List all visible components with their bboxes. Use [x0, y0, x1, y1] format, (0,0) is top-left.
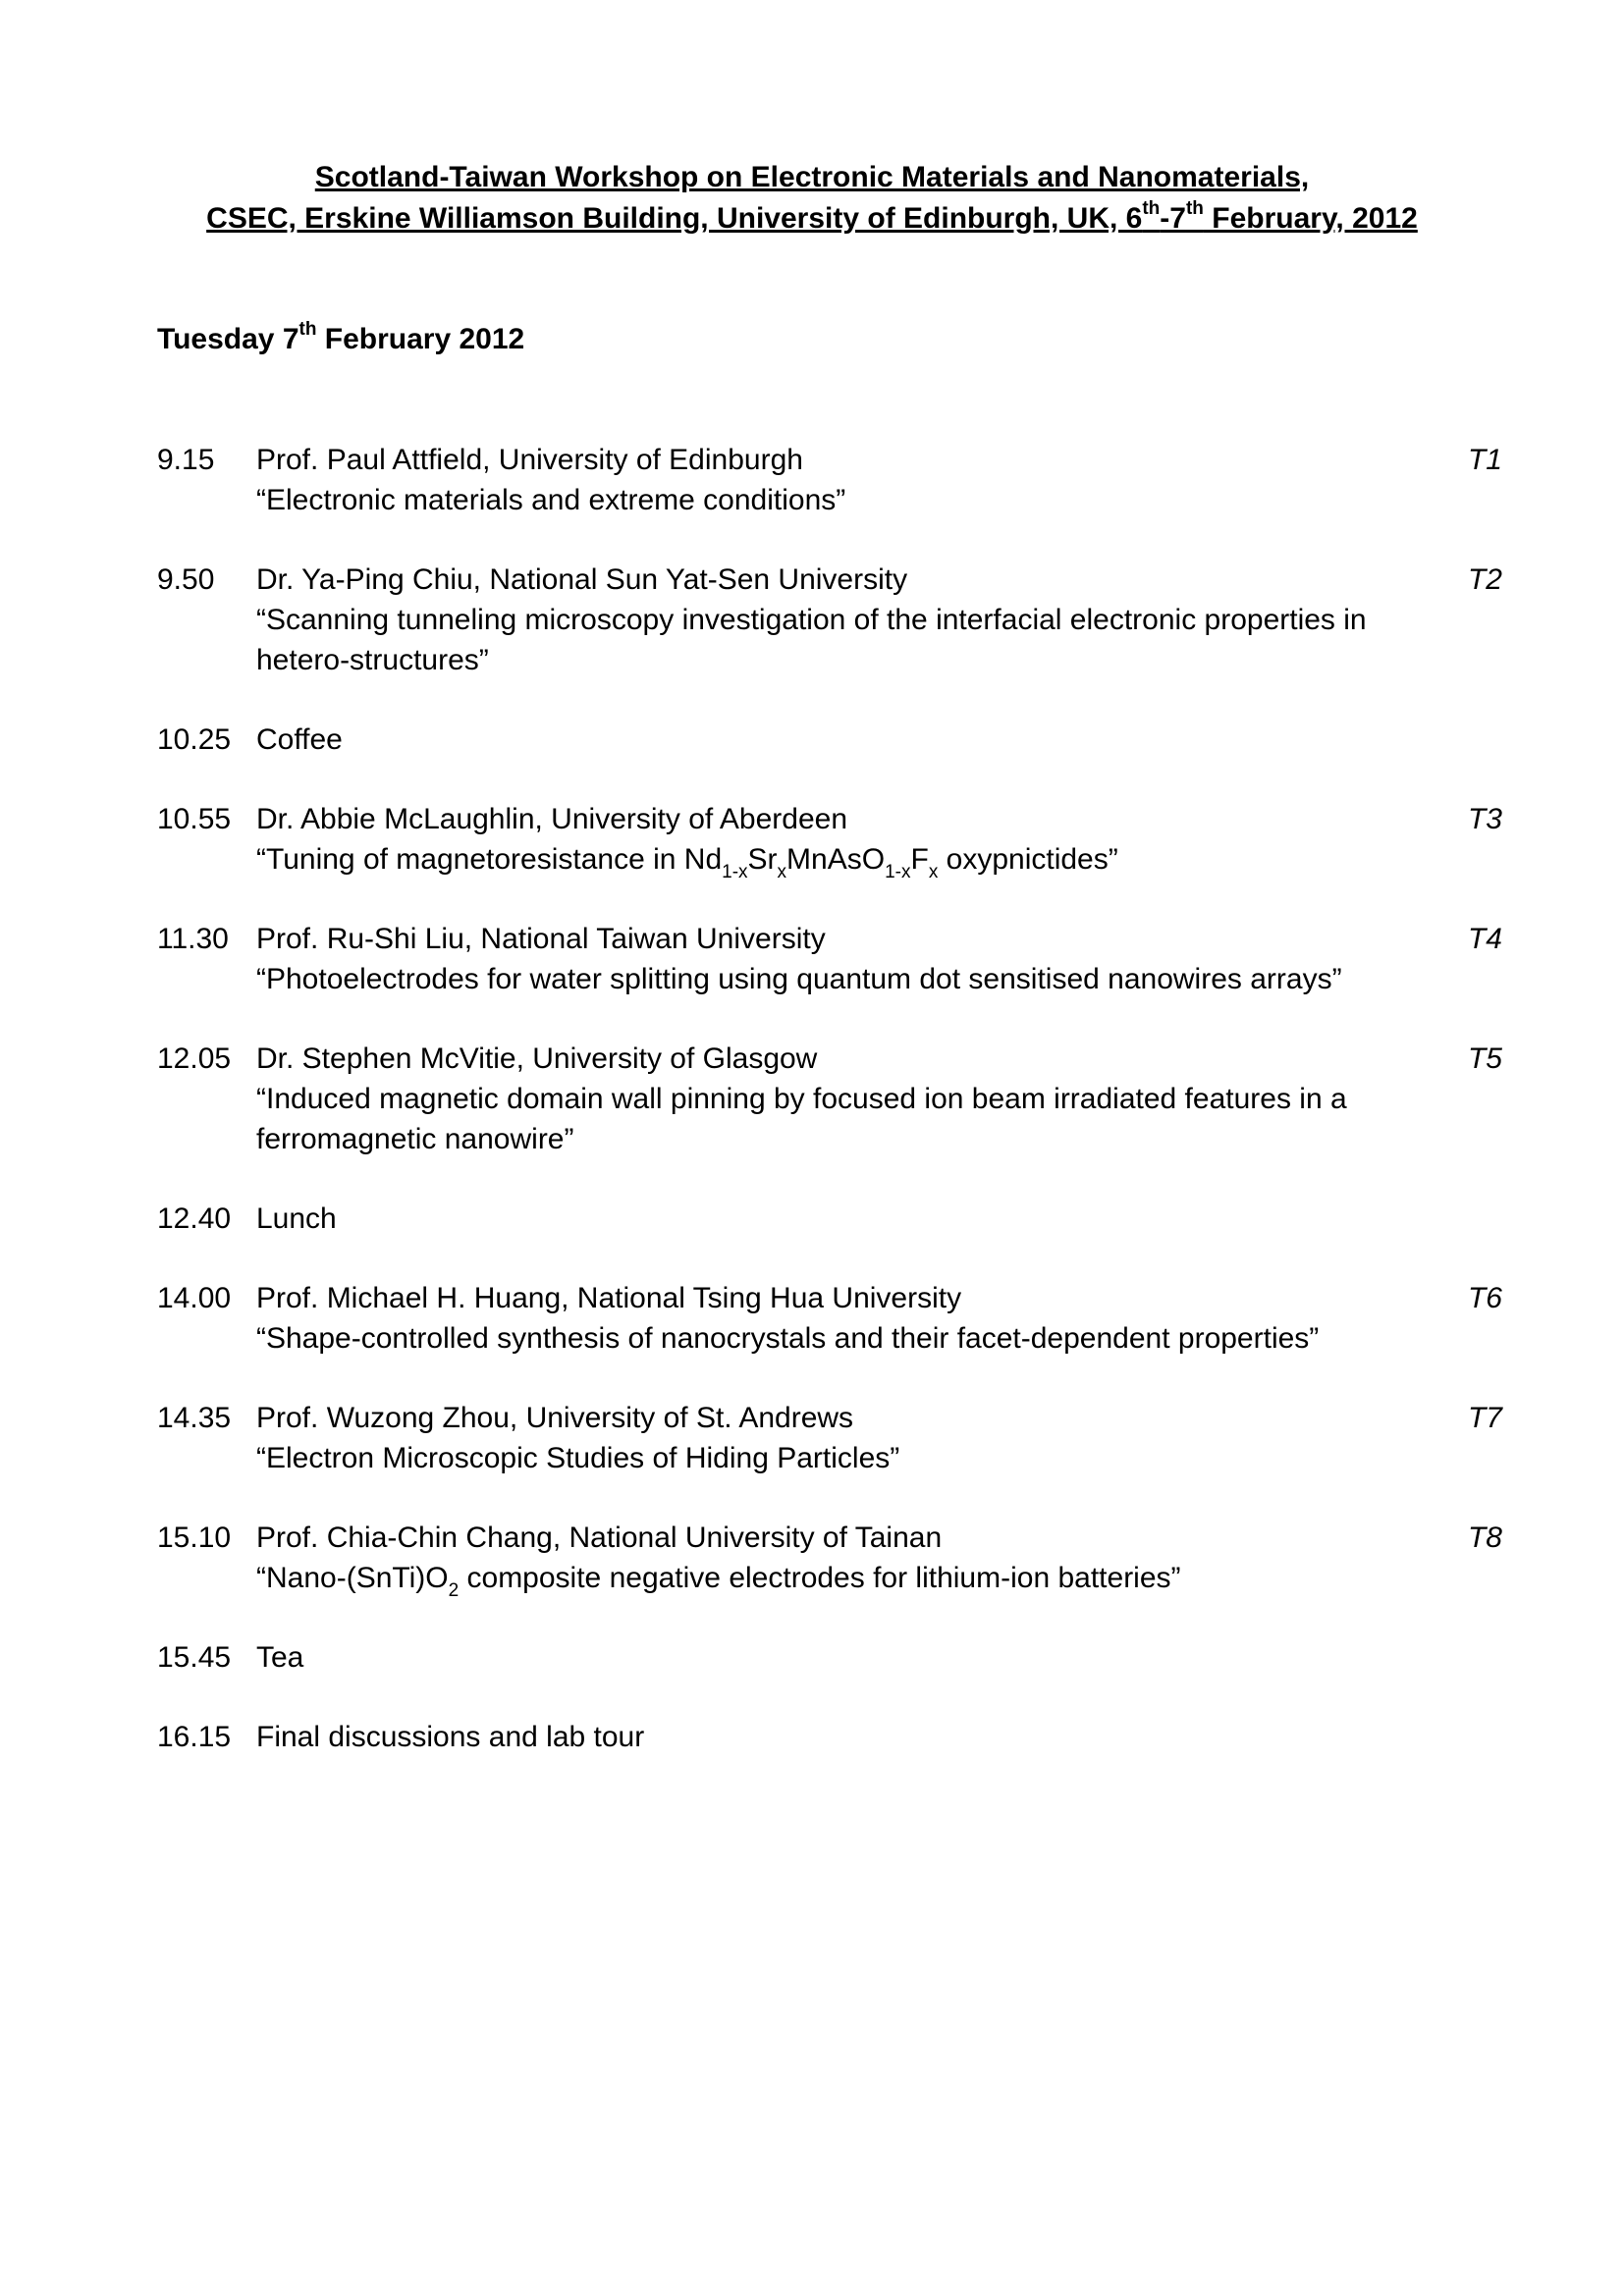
header-title-line: Scotland-Taiwan Workshop on Electronic Materials and Nanomaterials, — [314, 161, 1310, 193]
entry-title: “Tuning of magnetoresistance in $Nd_{1-x}Sr_xMnAsO_{1-x}F_x$ oxypnictides” — [256, 843, 1118, 882]
schedule-entry — [157, 720, 1502, 760]
schedule-entry — [157, 1717, 1502, 1757]
entry-time: 14.35 — [157, 1402, 232, 1434]
workshop-header — [0, 157, 1624, 240]
entry-title: “Scanning tunneling microscopy investigation of the interfacial electronic properties in hetero-structures” — [256, 604, 1367, 676]
day-heading: Tuesday 7th February 2012 — [157, 319, 525, 355]
schedule-entry — [157, 560, 1502, 680]
entry-title: “Photoelectrodes for water splitting using quantum dot sensitised nanowires arrays” — [256, 963, 1342, 995]
entry-time: 15.45 — [157, 1641, 232, 1674]
header-venue-line: CSEC, Erskine Williamson Building, University of Edinburgh, UK, 6th-7th February, 2012 — [206, 198, 1418, 235]
entry-code: T4 — [1467, 923, 1502, 955]
entry-break-label: Coffee — [256, 723, 343, 756]
entry-code: T5 — [1467, 1042, 1502, 1075]
entry-time: 15.10 — [157, 1522, 232, 1554]
schedule-entry — [157, 1637, 1502, 1678]
entry-speaker: Prof. Michael H. Huang, National Tsing Hua University — [256, 1282, 962, 1314]
schedule-entry — [157, 1398, 1502, 1478]
entry-break-label: Lunch — [256, 1202, 337, 1235]
entry-title: “Electronic materials and extreme conditions” — [256, 484, 846, 516]
entry-code: T2 — [1467, 563, 1502, 596]
entry-activity-label: Final discussions and lab tour — [256, 1721, 645, 1753]
entry-break-label: Tea — [256, 1641, 304, 1674]
schedule-entry — [157, 1518, 1502, 1601]
entry-time: 9.50 — [157, 563, 215, 596]
entry-time: 12.40 — [157, 1202, 232, 1235]
entry-speaker: Dr. Ya-Ping Chiu, National Sun Yat-Sen University — [256, 563, 908, 596]
entry-title: “Shape-controlled synthesis of nanocrystals and their facet-dependent properties” — [256, 1322, 1320, 1355]
entry-title: “Electron Microscopic Studies of Hiding Particles” — [256, 1442, 900, 1474]
entry-code: T1 — [1467, 444, 1502, 476]
schedule-entry — [157, 1039, 1502, 1159]
entry-time: 16.15 — [157, 1721, 232, 1753]
schedule-entry — [157, 440, 1502, 520]
entry-title: “$Nano-(SnTi)O_2$ composite negative electrodes for lithium-ion batteries” — [256, 1562, 1181, 1601]
entry-time: 9.15 — [157, 444, 215, 476]
entry-time: 11.30 — [157, 923, 229, 955]
schedule-entry — [157, 799, 1502, 880]
schedule-entry — [157, 1199, 1502, 1239]
schedule-entry — [157, 919, 1502, 999]
entry-speaker: Prof. Wuzong Zhou, University of St. Andrews — [256, 1402, 854, 1434]
entry-code: T3 — [1467, 803, 1502, 835]
entry-code: T8 — [1467, 1522, 1502, 1554]
entry-code: T6 — [1467, 1282, 1502, 1314]
schedule-entry — [157, 1278, 1502, 1359]
entry-time: 12.05 — [157, 1042, 232, 1075]
schedule-list — [157, 440, 1502, 1796]
entry-speaker: Prof. Chia-Chin Chang, National University of Tainan — [256, 1522, 943, 1554]
entry-time: 10.55 — [157, 803, 232, 835]
entry-code: T7 — [1467, 1402, 1502, 1434]
entry-speaker: Prof. Ru-Shi Liu, National Taiwan University — [256, 923, 826, 955]
entry-time: 10.25 — [157, 723, 232, 756]
entry-speaker: Dr. Stephen McVitie, University of Glasgow — [256, 1042, 818, 1075]
entry-speaker: Prof. Paul Attfield, University of Edinburgh — [256, 444, 803, 476]
entry-title: “Induced magnetic domain wall pinning by focused ion beam irradiated features in a ferromagnetic nanowire” — [256, 1083, 1347, 1155]
entry-speaker: Dr. Abbie McLaughlin, University of Aberdeen — [256, 803, 848, 835]
entry-time: 14.00 — [157, 1282, 232, 1314]
